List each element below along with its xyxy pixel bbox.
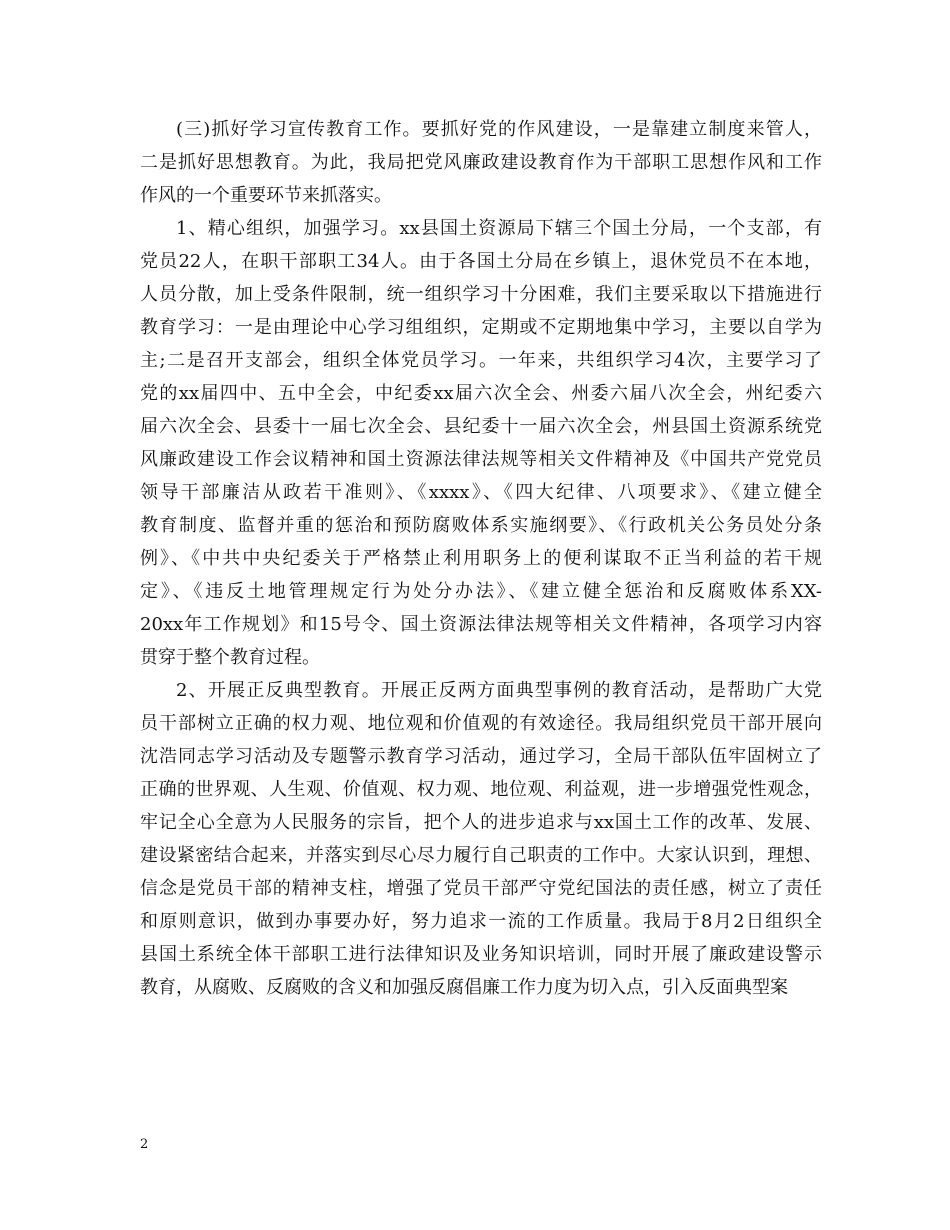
text-line: 例》、《中共中央纪委关于严格禁止利用职务上的便利谋取不正当利益的若干规 [140, 548, 822, 569]
text-line: 县国土系统全体干部职工进行法律知识及业务知识培训，同时开展了廉政建设警示 [140, 944, 822, 965]
text-line: 领导干部廉洁从政若干准则》、《xxxx》、《四大纪律、八项要求》、《建立健全 [140, 482, 822, 503]
text-line: (三)抓好学习宣传教育工作。要抓好党的作风建设，一是靠建立制度来管人， [176, 119, 822, 140]
text-line: 贯穿于整个教育过程。 [140, 647, 320, 668]
text-line: 和原则意识，做到办事要办好，努力追求一流的工作质量。我局于8月2日组织全 [140, 911, 822, 932]
page-number: 2 [140, 1137, 149, 1152]
text-line: 届六次全会、县委十一届七次全会、县纪委十一届六次全会，州县国土资源系统党 [140, 416, 822, 437]
text-line: 主;二是召开支部会，组织全体党员学习。一年来，共组织学习4次，主要学习了 [140, 350, 822, 371]
paragraph [140, 113, 822, 212]
text-line: 建设紧密结合起来，并落实到尽心尽力履行自己职责的工作中。大家认识到，理想、 [140, 845, 822, 866]
text-line: 员干部树立正确的权力观、地位观和价值观的有效途径。我局组织党员干部开展向 [140, 713, 822, 734]
text-line: 2、开展正反典型教育。开展正反两方面典型事例的教育活动，是帮助广大党 [176, 680, 822, 701]
text-line: 党员22人，在职干部职工34人。由于各国土分局在乡镇上，退休党员不在本地， [140, 251, 822, 272]
text-line: 教育制度、监督并重的惩治和预防腐败体系实施纲要》、《行政机关公务员处分条 [140, 515, 822, 536]
text-line: 牢记全心全意为人民服务的宗旨，把个人的进步追求与xx国土工作的改革、发展、 [140, 812, 822, 833]
text-line: 20xx年工作规划》和15号令、国土资源法律法规等相关文件精神，各项学习内容 [140, 614, 822, 635]
text-line: 二是抓好思想教育。为此，我局把党风廉政建设教育作为干部职工思想作风和工作 [140, 152, 822, 173]
text-line: 信念是党员干部的精神支柱，增强了党员干部严守党纪国法的责任感，树立了责任 [140, 878, 822, 899]
text-line: 沈浩同志学习活动及专题警示教育学习活动，通过学习，全局干部队伍牢固树立了 [140, 746, 822, 767]
paragraph [140, 212, 822, 674]
paragraph [140, 674, 822, 1004]
document-body [140, 113, 822, 1004]
text-line: 党的xx届四中、五中全会，中纪委xx届六次全会、州委六届八次全会，州纪委六 [140, 383, 822, 404]
text-line: 作风的一个重要环节来抓落实。 [140, 185, 392, 206]
text-line: 风廉政建设工作会议精神和国土资源法律法规等相关文件精神及《中国共产党党员 [140, 449, 822, 470]
text-line: 人员分散，加上受条件限制，统一组织学习十分困难，我们主要采取以下措施进行 [140, 284, 822, 305]
text-line: 定》、《违反土地管理规定行为处分办法》、《建立健全惩治和反腐败体系XX- [140, 581, 822, 602]
text-line: 教育，从腐败、反腐败的含义和加强反腐倡廉工作力度为切入点，引入反面典型案 [140, 977, 788, 998]
text-line: 教育学习：一是由理论中心学习组组织，定期或不定期地集中学习，主要以自学为 [140, 317, 822, 338]
text-line: 1、精心组织，加强学习。xx县国土资源局下辖三个国土分局，一个支部，有 [176, 218, 822, 239]
text-line: 正确的世界观、人生观、价值观、权力观、地位观、利益观，进一步增强党性观念， [140, 779, 822, 800]
